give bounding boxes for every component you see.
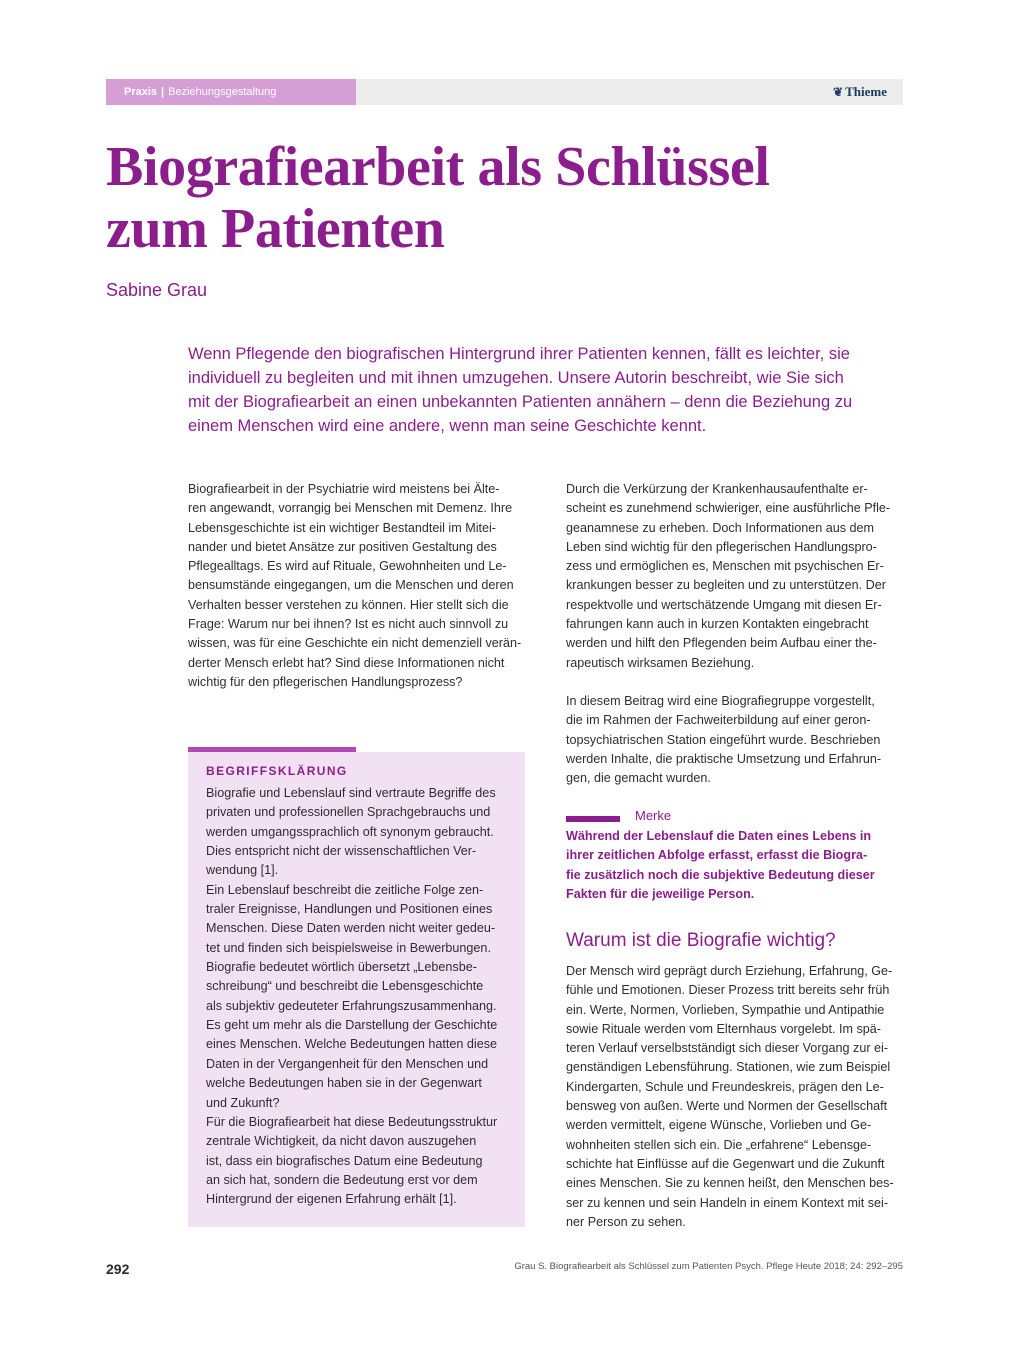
merke-marker-bar [566, 816, 620, 822]
text-line: Menschen. Diese Daten werden nicht weiter gedeu- [206, 921, 496, 936]
text-line: Ein Lebenslauf beschreibt die zeitliche Folge zen- [206, 882, 484, 897]
article-title [106, 136, 906, 260]
text-line: derter Mensch erlebt hat? Sind diese Informationen nicht [188, 655, 505, 670]
text-line: Pflegealltags. Es wird auf Rituale, Gewohnheiten und Le- [188, 559, 507, 574]
text-line: Frage: Warum nur bei ihnen? Ist es nicht auch sinnvoll zu [188, 617, 509, 632]
text-line: ser zu kennen und sein Handeln in einem Kontext mit sei- [566, 1195, 889, 1210]
body-paragraph [566, 480, 903, 673]
text-line: Kindergarten, Schule und Freundeskreis, prägen den Le- [566, 1079, 884, 1094]
text-line: Daten in der Vergangenheit für den Menschen und [206, 1056, 489, 1071]
lead-line: Wenn Pflegende den biografischen Hintergrund ihrer Patienten kennen, fällt es leichter, sie [188, 345, 850, 363]
text-line: Leben sind wichtig für den pflegerischen Handlungspro- [566, 539, 877, 554]
text-line: In diesem Beitrag wird eine Biografiegruppe vorgestellt, [566, 694, 875, 708]
text-line: Es geht um mehr als die Darstellung der Geschichte [206, 1018, 498, 1033]
merke-label: Merke [635, 808, 672, 823]
text-line: wohnheiten stellen sich ein. Die „erfahrene“ Lebensge- [566, 1137, 872, 1152]
text-line: und Zukunft? [206, 1095, 280, 1110]
section-label [106, 79, 356, 105]
citation-line: Grau S. Biografiearbeit als Schlüssel zum Patienten Psych. Pflege Heute 2018; 24: 292–295 [514, 1261, 903, 1272]
text-line: zentrale Wichtigkeit, da nicht davon auszugehen [206, 1134, 477, 1149]
text-line: wichtig für den pflegerischen Handlungsprozess? [188, 674, 463, 689]
text-line: Der Mensch wird geprägt durch Erziehung, Erfahrung, Ge- [566, 964, 893, 978]
page-number: 292 [106, 1261, 130, 1277]
text-line: Biografiearbeit in der Psychiatrie wird meistens bei Älte- [188, 482, 500, 496]
text-line: ner Person zu sehen. [566, 1214, 686, 1229]
intro-paragraph [188, 480, 525, 692]
text-line: welche Bedeutungen haben sie in der Gegenwart [206, 1076, 482, 1091]
section-separator: | [161, 86, 165, 98]
section-heading: Warum ist die Biografie wichtig? [566, 930, 836, 951]
text-line: werden Inhalte, die praktische Umsetzung und Erfahrun- [566, 751, 882, 766]
text-line: ihrer zeitlichen Abfolge erfasst, erfasst die Biogra- [566, 848, 868, 863]
subsection-name: Beziehungsgestaltung [168, 86, 277, 98]
author-name: Sabine Grau [106, 280, 208, 300]
text-line: fühle und Emotionen. Dieser Prozess tritt bereits sehr früh [566, 983, 890, 998]
text-line: eines Menschen. Welche Bedeutungen hatten diese [206, 1037, 498, 1052]
text-line: Dies entspricht nicht der wissenschaftlichen Ver- [206, 844, 477, 859]
text-line: fahrungen kann auch in kurzen Kontakten eingebracht [566, 617, 869, 632]
text-line: teren Verlauf verselbstständigt sich dieser Vorgang zur ei- [566, 1041, 889, 1056]
text-line: sowie Rituale werden vom Elternhaus vorgelebt. Im spä- [566, 1021, 881, 1036]
box-accent-bar [188, 747, 356, 752]
body-paragraph [566, 962, 903, 1232]
text-line: an sich hat, sondern die Bedeutung erst vor dem [206, 1172, 478, 1187]
text-line: gen, die gemacht wurden. [566, 771, 711, 786]
text-line: werden und hilft den Pflegenden beim Aufbau einer the- [566, 636, 877, 651]
text-line: schreibung“ und beschreibt die Lebensgeschichte [206, 979, 484, 994]
text-line: respektvolle und wertschätzende Umgang mit diesen Er- [566, 597, 882, 612]
text-line: wissen, was für eine Geschichte ein nicht demenziell verän- [188, 636, 522, 651]
text-line: zess und ermöglichen es, Menschen mit psychischen Er- [566, 559, 884, 574]
section-name: Praxis [124, 86, 158, 98]
text-line: Verhalten besser verstehen zu können. Hier stellt sich die [188, 597, 509, 612]
text-line: scheint es zunehmend schwieriger, eine ausführliche Pfle- [566, 501, 891, 516]
text-line: Biografie und Lebenslauf sind vertraute Begriffe des [206, 786, 496, 800]
text-line: eines Menschen. Sie zu kennen heißt, den Menschen bes- [566, 1176, 894, 1191]
text-line: topsychiatrischen Station eingeführt wurde. Beschrieben [566, 732, 881, 747]
text-line: ren angewandt, vorrangig bei Menschen mit Demenz. Ihre [188, 501, 513, 516]
publisher-name: Thieme [845, 84, 887, 99]
publisher-logo [833, 79, 887, 105]
text-line: die im Rahmen der Fachweiterbildung auf einer geron- [566, 713, 871, 728]
box-heading: BEGRIFFSKLÄRUNG [206, 764, 348, 778]
definition-box [188, 752, 525, 1227]
text-line: fie zusätzlich noch die subjektive Bedeutung dieser [566, 867, 875, 882]
text-line: Für die Biografiearbeit hat diese Bedeutungsstruktur [206, 1114, 498, 1129]
lead-line: einem Menschen wird eine andere, wenn man seine Geschichte kennt. [188, 417, 707, 435]
text-line: genständigen Lebensführung. Stationen, wie zum Beispiel [566, 1060, 891, 1075]
text-line: Hintergrund der eigenen Erfahrung erhält [1]. [206, 1192, 457, 1207]
running-header [106, 79, 903, 105]
text-line: ein. Werte, Normen, Vorlieben, Sympathie und Antipathie [566, 1002, 885, 1017]
body-paragraph [566, 692, 903, 788]
text-line: tet und finden sich beispielsweise in Bewerbungen. [206, 940, 491, 955]
title-line: zum Patienten [106, 198, 445, 260]
text-line: Lebensgeschichte ist ein wichtiger Bestandteil im Mitei- [188, 520, 496, 535]
lead-line: mit der Biografiearbeit an einen unbekannten Patienten annähern – denn die Beziehung zu [188, 393, 853, 411]
text-line: als subjektiv gedeuteter Erfahrungszusammenhang. [206, 998, 497, 1013]
title-line: Biografiearbeit als Schlüssel [106, 136, 770, 198]
text-line: privaten und professionellen Sprachgebrauchs und [206, 805, 491, 820]
text-line: wendung [1]. [206, 863, 279, 878]
text-line: traler Ereignisse, Handlungen und Positionen eines [206, 902, 493, 917]
text-line: geanamnese zu erheben. Doch Informationen aus dem [566, 520, 875, 535]
merke-text [566, 827, 875, 904]
text-line: bensweg von außen. Werte und Normen der Gesellschaft [566, 1099, 888, 1114]
text-line: Durch die Verkürzung der Krankenhausaufenthalte er- [566, 482, 868, 496]
text-line: schichte hat Einflüsse auf die Gegenwart und die Zukunft [566, 1156, 885, 1171]
text-line: ist, dass ein biografisches Datum eine Bedeutung [206, 1153, 483, 1168]
box-body [206, 784, 497, 1210]
text-line: werden vermittelt, eigene Wünsche, Vorlieben und Ge- [566, 1118, 872, 1133]
text-line: krankungen besser zu begleiten und zu unterstützen. Der [566, 578, 886, 593]
text-line: rapeutisch wirksamen Beziehung. [566, 655, 755, 670]
text-line: werden umgangssprachlich oft synonym gebraucht. [206, 824, 494, 839]
text-line: Während der Lebenslauf die Daten eines Lebens in [566, 829, 872, 843]
publisher-emblem-icon: ❦ [833, 85, 844, 99]
text-line: nander und bietet Ansätze zur positiven Gestaltung des [188, 539, 497, 554]
text-line: bensumstände eingegangen, um die Menschen und deren [188, 578, 514, 593]
lead-line: individuell zu begleiten und mit ihnen umzugehen. Unsere Autorin beschreibt, wie Sie sich [188, 369, 844, 387]
lead-paragraph [188, 342, 903, 438]
text-line: Biografie bedeutet wörtlich übersetzt „Lebensbe- [206, 960, 477, 975]
text-line: Fakten für die jeweilige Person. [566, 886, 755, 901]
